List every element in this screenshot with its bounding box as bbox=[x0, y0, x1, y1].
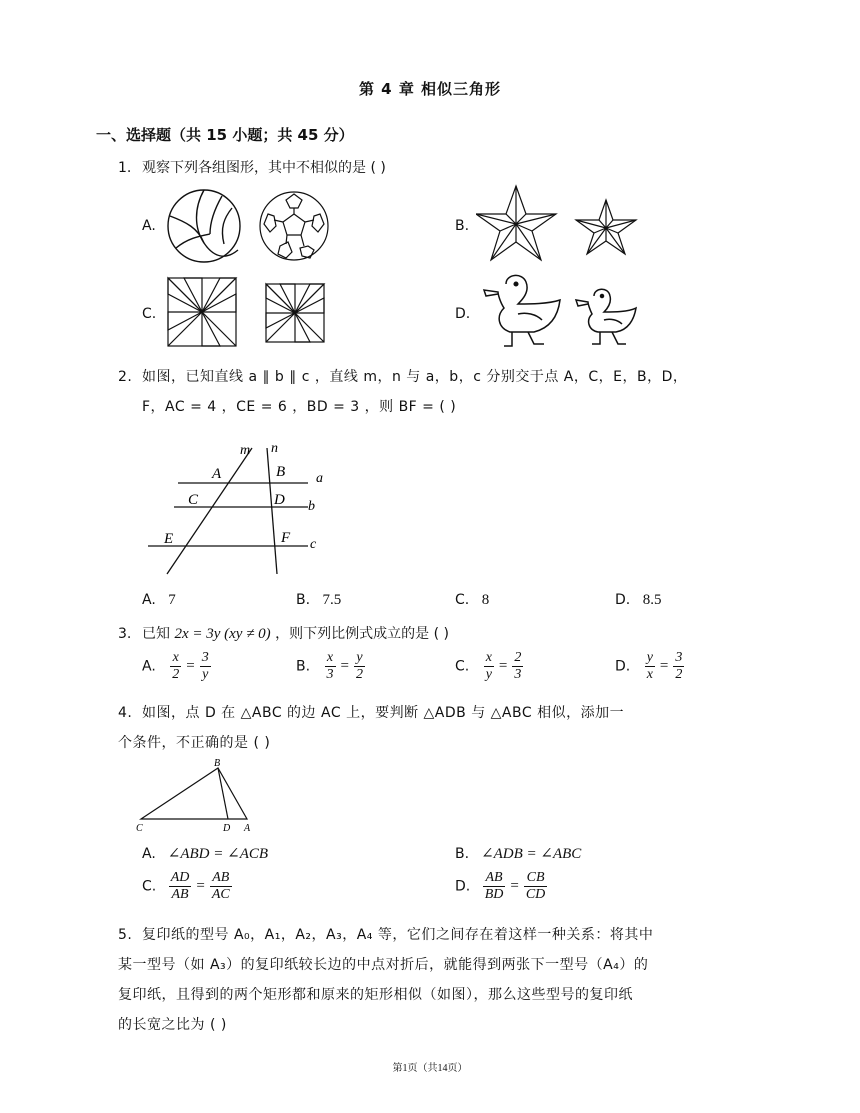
question-4-number: 4. bbox=[118, 705, 133, 721]
q2-option-d-label: D. bbox=[615, 592, 631, 608]
q4-label-A: A bbox=[244, 823, 251, 834]
q3-option-d: D. $\frac{y}{x}$ = $\frac{3}{2}$ bbox=[615, 650, 683, 682]
q2-label-m: m bbox=[240, 443, 251, 458]
question-3-text-a: 已知 bbox=[142, 626, 175, 642]
q2-label-b: b bbox=[308, 499, 315, 514]
question-5-line2: 某一型号（如 A₃）的复印纸较长边的中点对折后，就能得到两张下一型号（A₄）的 bbox=[118, 957, 649, 973]
volleyball-icon bbox=[168, 190, 240, 262]
question-1-number: 1. bbox=[118, 160, 132, 176]
q3-option-a: A. $\frac{x}{2}$ = $\frac{3}{y}$ bbox=[142, 650, 209, 682]
q2-label-c: c bbox=[310, 537, 317, 552]
q1-option-d-figure bbox=[478, 270, 648, 356]
q2-label-a: a bbox=[316, 471, 323, 486]
q1-option-d-label: D. bbox=[455, 306, 471, 322]
question-5-line4: 的长宽之比为 ( ) bbox=[118, 1017, 227, 1033]
q4-option-d: D. $\frac{AB}{BD}$ = $\frac{CB}{CD}$ bbox=[455, 870, 546, 902]
q4-label-B: B bbox=[214, 758, 221, 769]
q2-option-b-value: 7.5 bbox=[322, 592, 342, 608]
q2-option-b-label: B. bbox=[296, 592, 311, 608]
q4-label-D: D bbox=[223, 823, 231, 834]
question-5-number: 5. bbox=[118, 927, 133, 943]
question-4-line2: 个条件，不正确的是 ( ) bbox=[118, 735, 271, 751]
question-2-line1: 如图，已知直线 a ∥ b ∥ c ，直线 m，n 与 a，b，c 分别交于点 A，C，E，B，D， bbox=[142, 369, 688, 385]
question-3-expression: 2x = 3y (xy ≠ 0) bbox=[174, 626, 271, 642]
soccer-ball-icon bbox=[260, 192, 328, 260]
q2-option-c-label: C. bbox=[455, 592, 470, 608]
q4-option-a-value: ∠ABD = ∠ACB bbox=[167, 846, 269, 862]
q4-figure-triangle bbox=[132, 756, 262, 836]
q2-label-A: A bbox=[212, 466, 222, 482]
large-duck-icon bbox=[484, 275, 560, 346]
q2-label-D: D bbox=[274, 492, 285, 508]
q2-option-c-value: 8 bbox=[481, 592, 490, 608]
q2-figure-parallel-lines bbox=[140, 434, 340, 584]
question-5-line3: 复印纸，且得到的两个矩形都和原来的矩形相似（如图），那么这些型号的复印纸 bbox=[118, 987, 633, 1003]
q2-label-C: C bbox=[188, 492, 199, 508]
q1-option-a-figure bbox=[164, 188, 334, 268]
page-footer: 第1页（共14页） bbox=[392, 1063, 468, 1074]
q2-option-a-label: A. bbox=[142, 592, 156, 608]
question-2-line2: F，AC = 4 ，CE = 6 ，BD = 3 ，则 BF = ( ) bbox=[142, 399, 457, 415]
question-3-text-b: ，则下列比例式成立的是 ( ) bbox=[270, 626, 449, 642]
small-star-icon bbox=[576, 200, 636, 254]
q2-label-F: F bbox=[281, 530, 291, 546]
question-2-number: 2. bbox=[118, 369, 133, 385]
small-duck-icon bbox=[576, 289, 636, 344]
large-star-icon bbox=[476, 186, 556, 260]
question-4-line1: 如图，点 D 在 △ABC 的边 AC 上，要判断 △ADB 与 △ABC 相似，添加一 bbox=[142, 705, 625, 721]
q2-label-n: n bbox=[271, 441, 278, 456]
q3-option-c: C. $\frac{x}{y}$ = $\frac{2}{3}$ bbox=[455, 650, 522, 682]
q4-option-b-value: ∠ADB = ∠ABC bbox=[481, 846, 582, 862]
page-title: 第 4 章 相似三角形 bbox=[358, 80, 502, 98]
q3-option-b: B. $\frac{x}{3}$ = $\frac{y}{2}$ bbox=[296, 650, 363, 682]
q2-option-d-value: 8.5 bbox=[642, 592, 662, 608]
q2-option-a-value: 7 bbox=[168, 592, 176, 608]
pinwheel-large-icon bbox=[168, 278, 236, 346]
section-heading: 一、选择题（共 15 小题；共 45 分） bbox=[96, 126, 354, 144]
q4-label-C: C bbox=[136, 823, 143, 834]
pinwheel-small-icon bbox=[266, 284, 324, 342]
q4-option-a-label: A. bbox=[142, 846, 156, 862]
q1-option-b-figure bbox=[476, 184, 656, 264]
q2-label-B: B bbox=[276, 464, 286, 480]
q1-option-b-label: B. bbox=[455, 218, 470, 234]
q1-option-c-label: C. bbox=[142, 306, 157, 322]
q1-option-c-figure bbox=[166, 276, 336, 348]
question-3-number: 3. bbox=[118, 626, 132, 642]
q2-label-E: E bbox=[164, 531, 174, 547]
q1-option-a-label: A. bbox=[142, 218, 156, 234]
q4-option-b-label: B. bbox=[455, 846, 470, 862]
question-1-text: 观察下列各组图形，其中不相似的是 ( ) bbox=[142, 160, 386, 176]
q4-option-c: C. $\frac{AD}{AB}$ = $\frac{AB}{AC}$ bbox=[142, 870, 230, 902]
question-5-line1: 复印纸的型号 A₀，A₁，A₂，A₃，A₄ 等，它们之间存在着这样一种关系：将其中 bbox=[142, 927, 654, 943]
